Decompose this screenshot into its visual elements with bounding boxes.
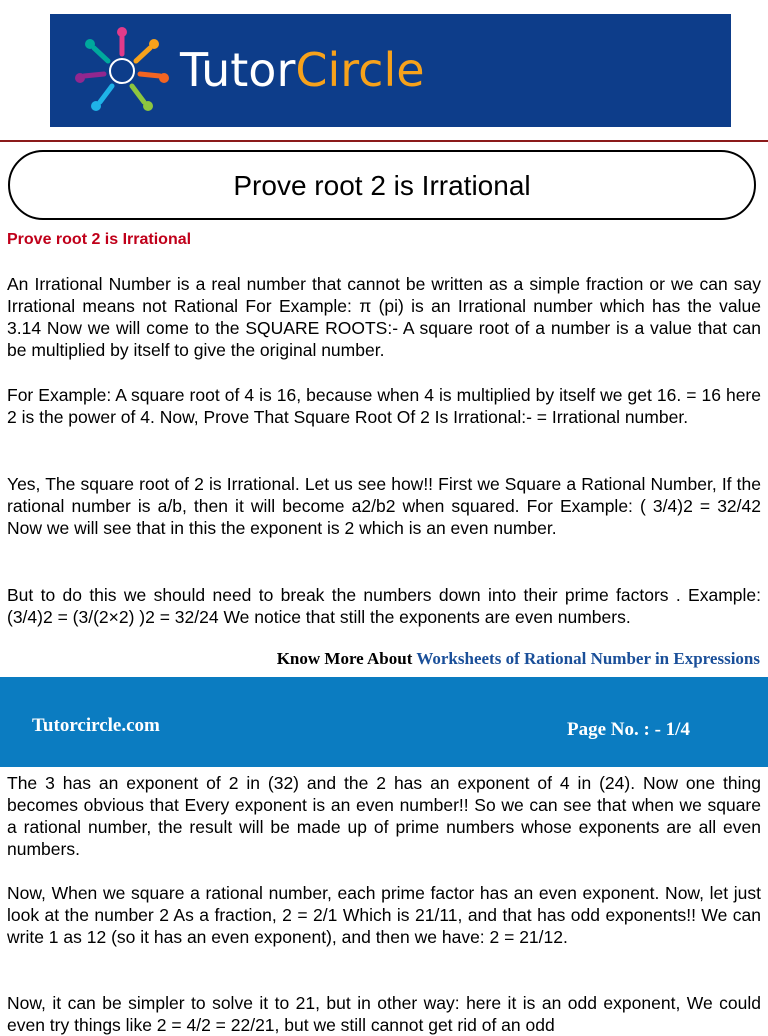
logo-figures-icon: [72, 26, 172, 116]
logo-wordmark: [180, 42, 425, 98]
header-divider: [0, 140, 768, 142]
logo-word-circle: Circle: [295, 43, 425, 97]
title-box: [8, 150, 756, 220]
paragraph-7: Now, it can be simpler to solve it to 21, but in other way: here it is an odd exponent, We could even try things like 2 = 4/2 = 22/21, but we still cannot get rid of an odd: [7, 993, 761, 1035]
paragraph-6: Now, When we square a rational number, each prime factor has an even exponent. Now, let just look at the number 2 As a fraction, 2 = 2/1 Which is 21/11, and that has odd exponents!! We can write 1 as 12 (so it has an even exponent), and then we have: 2 = 21/12.: [7, 883, 761, 947]
header-banner: [50, 14, 731, 127]
know-more-line: [277, 648, 760, 670]
footer-site: Tutorcircle.com: [32, 715, 160, 736]
know-more-link[interactable]: Worksheets of Rational Number in Expressions: [416, 649, 760, 668]
paragraph-3: Yes, The square root of 2 is Irrational. Let us see how!! First we Square a Rational Number, If the rational number is a/b, then it will become a2/b2 when squared. For Example: ( 3/4)2 = 32/42 Now we will see that in this the exponent is 2 which is an even number.: [7, 474, 761, 538]
footer-page-number: Page No. : - 1/4: [567, 719, 690, 740]
paragraph-2: For Example: A square root of 4 is 16, because when 4 is multiplied by itself we get 16. = 16 here 2 is the power of 4. Now, Prove That Square Root Of 2 Is Irrational:- = Irrational number.: [7, 385, 761, 427]
section-heading: Prove root 2 is Irrational: [7, 231, 192, 248]
logo-word-tutor: Tutor: [180, 43, 296, 97]
page-title: Prove root 2 is Irrational: [233, 170, 531, 201]
paragraph-4: But to do this we should need to break the numbers down into their prime factors . Example: (3/4)2 = (3/(2×2) )2 = 32/24 We notice that still the exponents are even numbers.: [7, 585, 761, 627]
page-footer: [0, 677, 768, 767]
paragraph-1: An Irrational Number is a real number that cannot be written as a simple fraction or we can say Irrational means not Rational For Example: π (pi) is an Irrational number which has the value 3.14 Now we will come to the SQUARE ROOTS:- A square root of a number is a value that can be multiplied by itself to give the original number.: [7, 274, 761, 360]
paragraph-5: The 3 has an exponent of 2 in (32) and the 2 has an exponent of 4 in (24). Now one thing becomes obvious that Every exponent is an even number!! So we can see that when we square a rational number, the result will be made up of prime numbers whose exponents are all even numbers.: [7, 773, 761, 859]
know-more-prefix: Know More About: [276, 649, 417, 668]
